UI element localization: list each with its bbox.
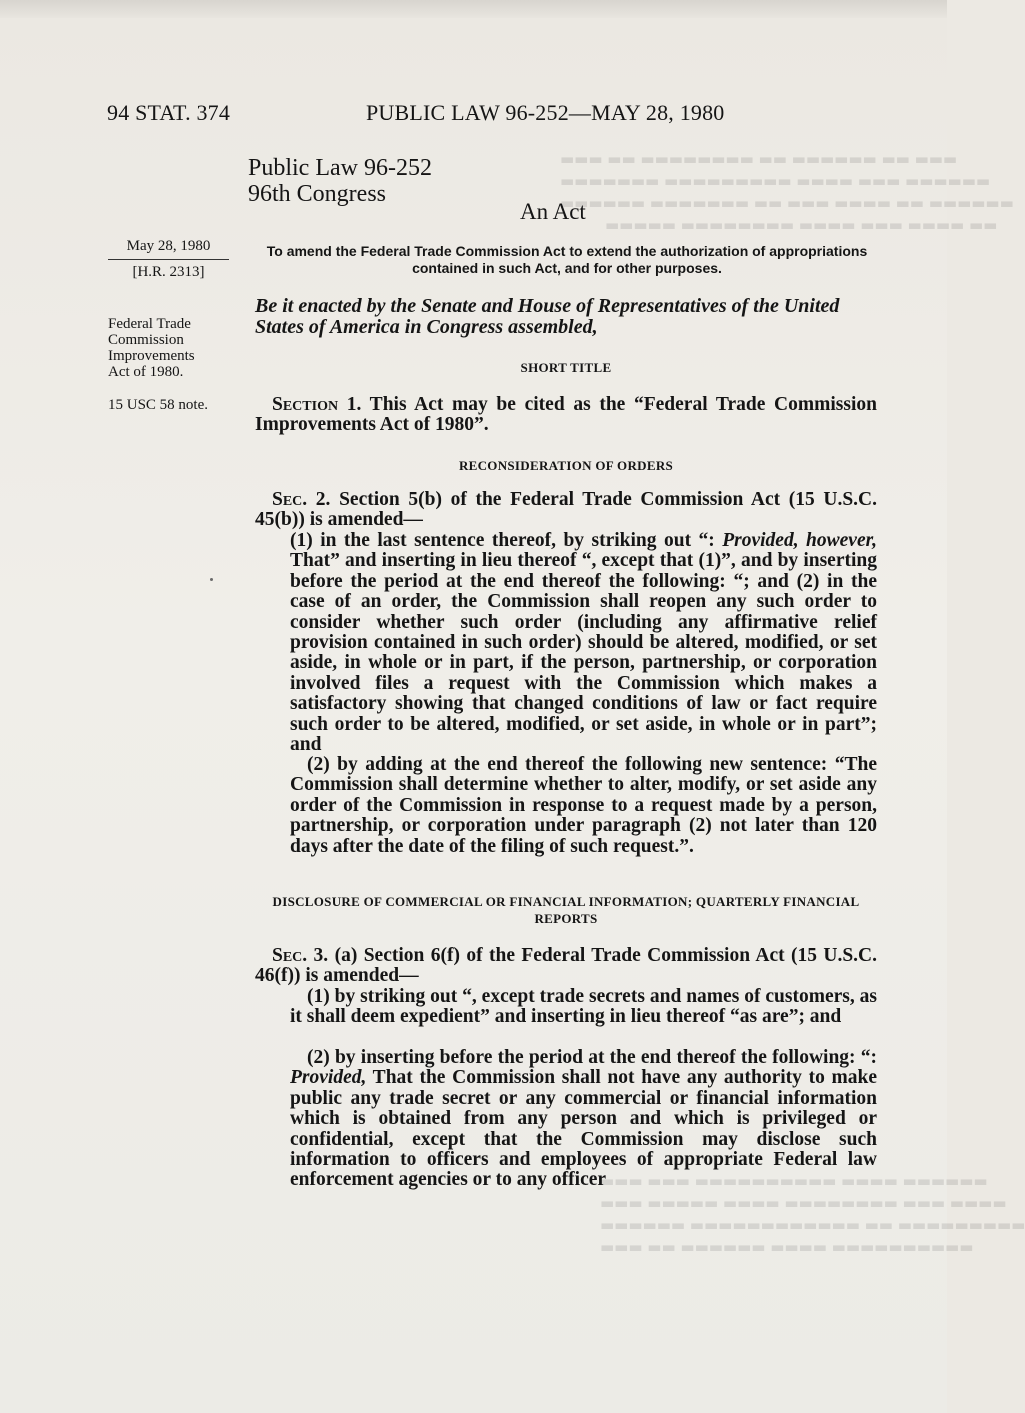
enacting-clause: Be it enacted by the Senate and House of Representatives of the United States of America in Congress assembled, xyxy=(255,295,840,338)
margin-note-line: Federal Trade xyxy=(108,316,191,332)
margin-note-line: Commission xyxy=(108,332,184,348)
date-divider xyxy=(108,259,229,260)
section-3-para2-part-c: That the Commission shall not have any authority to make public any trade secret or any commercial or financial information which is obtained from any person and which is privileged or confidential, except that the Commission may disclose such information to officers and employees of appropriate Federal law enforcement agencies or to any officer xyxy=(290,1067,877,1191)
show-through-reverse-page: ▬▬▬▬▬▬▬ ▬▬▬▬▬▬▬▬▬ ▬▬▬▬ ▬▬▬ ▬▬▬▬▬▬ xyxy=(560,172,991,190)
section-3-paragraph-2 xyxy=(290,1048,877,1191)
show-through-reverse-page: ▬▬▬▬▬▬ ▬▬▬▬▬▬▬ ▬▬ ▬▬▬ ▬▬▬▬ ▬▬ ▬▬▬▬▬▬ xyxy=(560,194,1014,212)
scan-speck xyxy=(210,578,213,581)
statute-page-number: 94 STAT. 374 xyxy=(107,100,231,125)
reconsideration-heading: RECONSIDERATION OF ORDERS xyxy=(458,458,674,473)
section-3-text: (a) Section 6(f) of the Federal Trade Commission Act (15 U.S.C. 46(f)) is amended— xyxy=(255,945,877,987)
show-through-reverse-page: ▬▬▬▬▬▬ ▬▬▬▬▬▬▬▬▬▬▬▬ ▬▬ ▬▬▬▬▬▬▬▬▬ xyxy=(600,1216,1025,1234)
show-through-reverse-page: ▬▬▬ ▬▬ ▬▬▬▬▬▬▬▬ ▬▬ ▬▬▬▬▬▬ ▬▬ ▬▬▬ xyxy=(560,150,958,168)
section-2 xyxy=(255,490,877,531)
section-2-paragraph-2: (2) by adding at the end thereof the following new sentence: “The Commission shall determine whether to alter, modify, or set aside any order of the Commission in response to a request made by a person, partnership, or corporation under paragraph (2) not later than 120 days after the date of the filing of such request.”. xyxy=(290,754,877,857)
congress-number: 96th Congress xyxy=(248,181,386,207)
section-1-label: Section 1. xyxy=(272,394,362,415)
enactment-date: May 28, 1980 xyxy=(126,238,211,254)
section-3 xyxy=(255,946,877,987)
show-through-reverse-page: ▬▬▬ ▬▬▬▬▬ ▬▬▬▬ ▬▬▬▬▬▬▬▬ ▬▬▬ ▬▬▬▬ xyxy=(600,1194,1007,1212)
margin-note-short-title xyxy=(108,316,233,380)
section-2-para1-proviso: Provided, however, xyxy=(722,530,877,551)
section-2-paragraph-1 xyxy=(290,531,877,755)
disclosure-heading: DISCLOSURE OF COMMERCIAL OR FINANCIAL INFORMATION; QUARTERLY FINANCIAL REPORTS xyxy=(272,894,860,926)
act-label: An Act xyxy=(520,199,586,224)
section-2-para1-part-c: That” and inserting in lieu thereof “, except that (1)”, and by inserting before the period at the end thereof the following: “; and (2) in the case of an order, the Commission shall reopen any such order to consider whether such order (including any affirmative relief provision contained in such order) should be altered, modified, or set aside, in whole or in part, if the person, partnership, or corporation involved files a request with the Commission which makes a satisfactory showing that changed conditions of law or fact require such order to be altered, modified, or set aside, in whole or in part”; and xyxy=(290,550,877,756)
section-3-para2-proviso: Provided, xyxy=(290,1067,367,1089)
section-2-label: Sec. 2. xyxy=(272,489,331,510)
section-3-paragraph-1: (1) by striking out “, except trade secrets and names of customers, as it shall deem expedient” and inserting in lieu thereof “as are”; and xyxy=(290,986,877,1028)
section-1-text: This Act may be cited as the “Federal Trade Commission Improvements Act of 1980”. xyxy=(255,394,877,436)
law-identification xyxy=(248,155,432,207)
section-3-para2-part-a: (2) by inserting before the period at the end thereof the following: “: xyxy=(307,1047,877,1068)
act-purpose: To amend the Federal Trade Commission Act to extend the authorization of appropriations contained in such Act, and for other purposes. xyxy=(266,243,868,276)
margin-note-line: Act of 1980. xyxy=(108,364,184,380)
public-law-number: Public Law 96-252 xyxy=(248,155,432,181)
running-header-title: PUBLIC LAW 96-252—MAY 28, 1980 xyxy=(366,100,725,125)
show-through-reverse-page: ▬▬▬▬▬ ▬▬▬▬▬▬▬▬ ▬▬▬▬ ▬▬▬ ▬▬▬▬ ▬▬ xyxy=(605,216,998,234)
margin-date-block xyxy=(106,236,231,282)
short-title-heading: SHORT TITLE xyxy=(520,360,612,375)
margin-note-line: Improvements xyxy=(108,348,195,364)
margin-note-usc: 15 USC 58 note. xyxy=(108,397,209,413)
section-2-para1-part-a: (1) in the last sentence thereof, by striking out “: xyxy=(290,530,723,551)
scan-edge xyxy=(0,0,947,18)
show-through-reverse-page: ▬▬▬ ▬▬▬ ▬▬▬▬▬▬▬▬▬▬ ▬▬▬▬ ▬▬▬▬▬▬ xyxy=(600,1172,988,1190)
show-through-reverse-page: ▬▬▬ ▬▬ ▬▬▬▬▬▬ ▬▬▬▬ ▬▬▬▬▬▬▬▬▬▬ xyxy=(600,1238,974,1256)
section-3-label: Sec. 3. xyxy=(272,945,329,966)
section-1 xyxy=(255,395,877,436)
bill-number: [H.R. 2313] xyxy=(132,264,205,280)
section-2-text: Section 5(b) of the Federal Trade Commission Act (15 U.S.C. 45(b)) is amended— xyxy=(255,489,877,531)
